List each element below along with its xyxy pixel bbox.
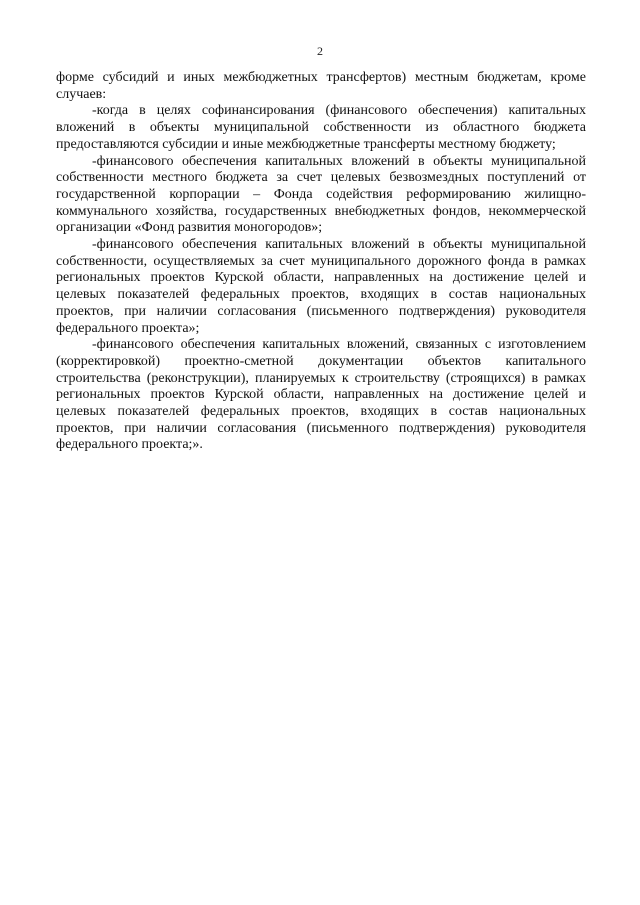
paragraph-continuation: форме субсидий и иных межбюджетных трансфертов) местным бюджетам, кроме случаев: bbox=[56, 70, 586, 102]
paragraph-housing-fund-clause: -финансового обеспечения капитальных вложений в объекты муниципальной собственности местного бюджета за счет целевых безвозмездных поступлений от государственной корпорации – Фонда содействия реформированию жилищно-коммунального хозяйства, государственных внебюджетных фондов, некоммерческой организации «Фонд развития моногородов»; bbox=[56, 153, 586, 236]
paragraph-road-fund-clause: -финансового обеспечения капитальных вложений в объекты муниципальной собственности, осуществляемых за счет муниципального дорожного фонда в рамках региональных проектов Курской области, направленных на достижение целей и целевых показателей федеральных проектов, входящих в состав национальных проектов, при наличии согласования (письменного подтверждения) руководителя федерального проекта»; bbox=[56, 237, 586, 336]
document-body bbox=[56, 70, 586, 454]
paragraph-design-documentation-clause: -финансового обеспечения капитальных вложений, связанных с изготовлением (корректировкой) проектно-сметной документации объектов капитального строительства (реконструкции), планируемых к строительству (строящихся) в рамках региональных проектов Курской области, направленных на достижение целей и целевых показателей федеральных проектов, входящих в состав национальных проектов, при наличии согласования (письменного подтверждения) руководителя федерального проекта;». bbox=[56, 337, 586, 453]
page-number: 2 bbox=[317, 44, 323, 58]
paragraph-cofinancing-clause: -когда в целях софинансирования (финансового обеспечения) капитальных вложений в объекты муниципальной собственности из областного бюджета предоставляются субсидии и иные межбюджетные трансферты местному бюджету; bbox=[56, 103, 586, 152]
